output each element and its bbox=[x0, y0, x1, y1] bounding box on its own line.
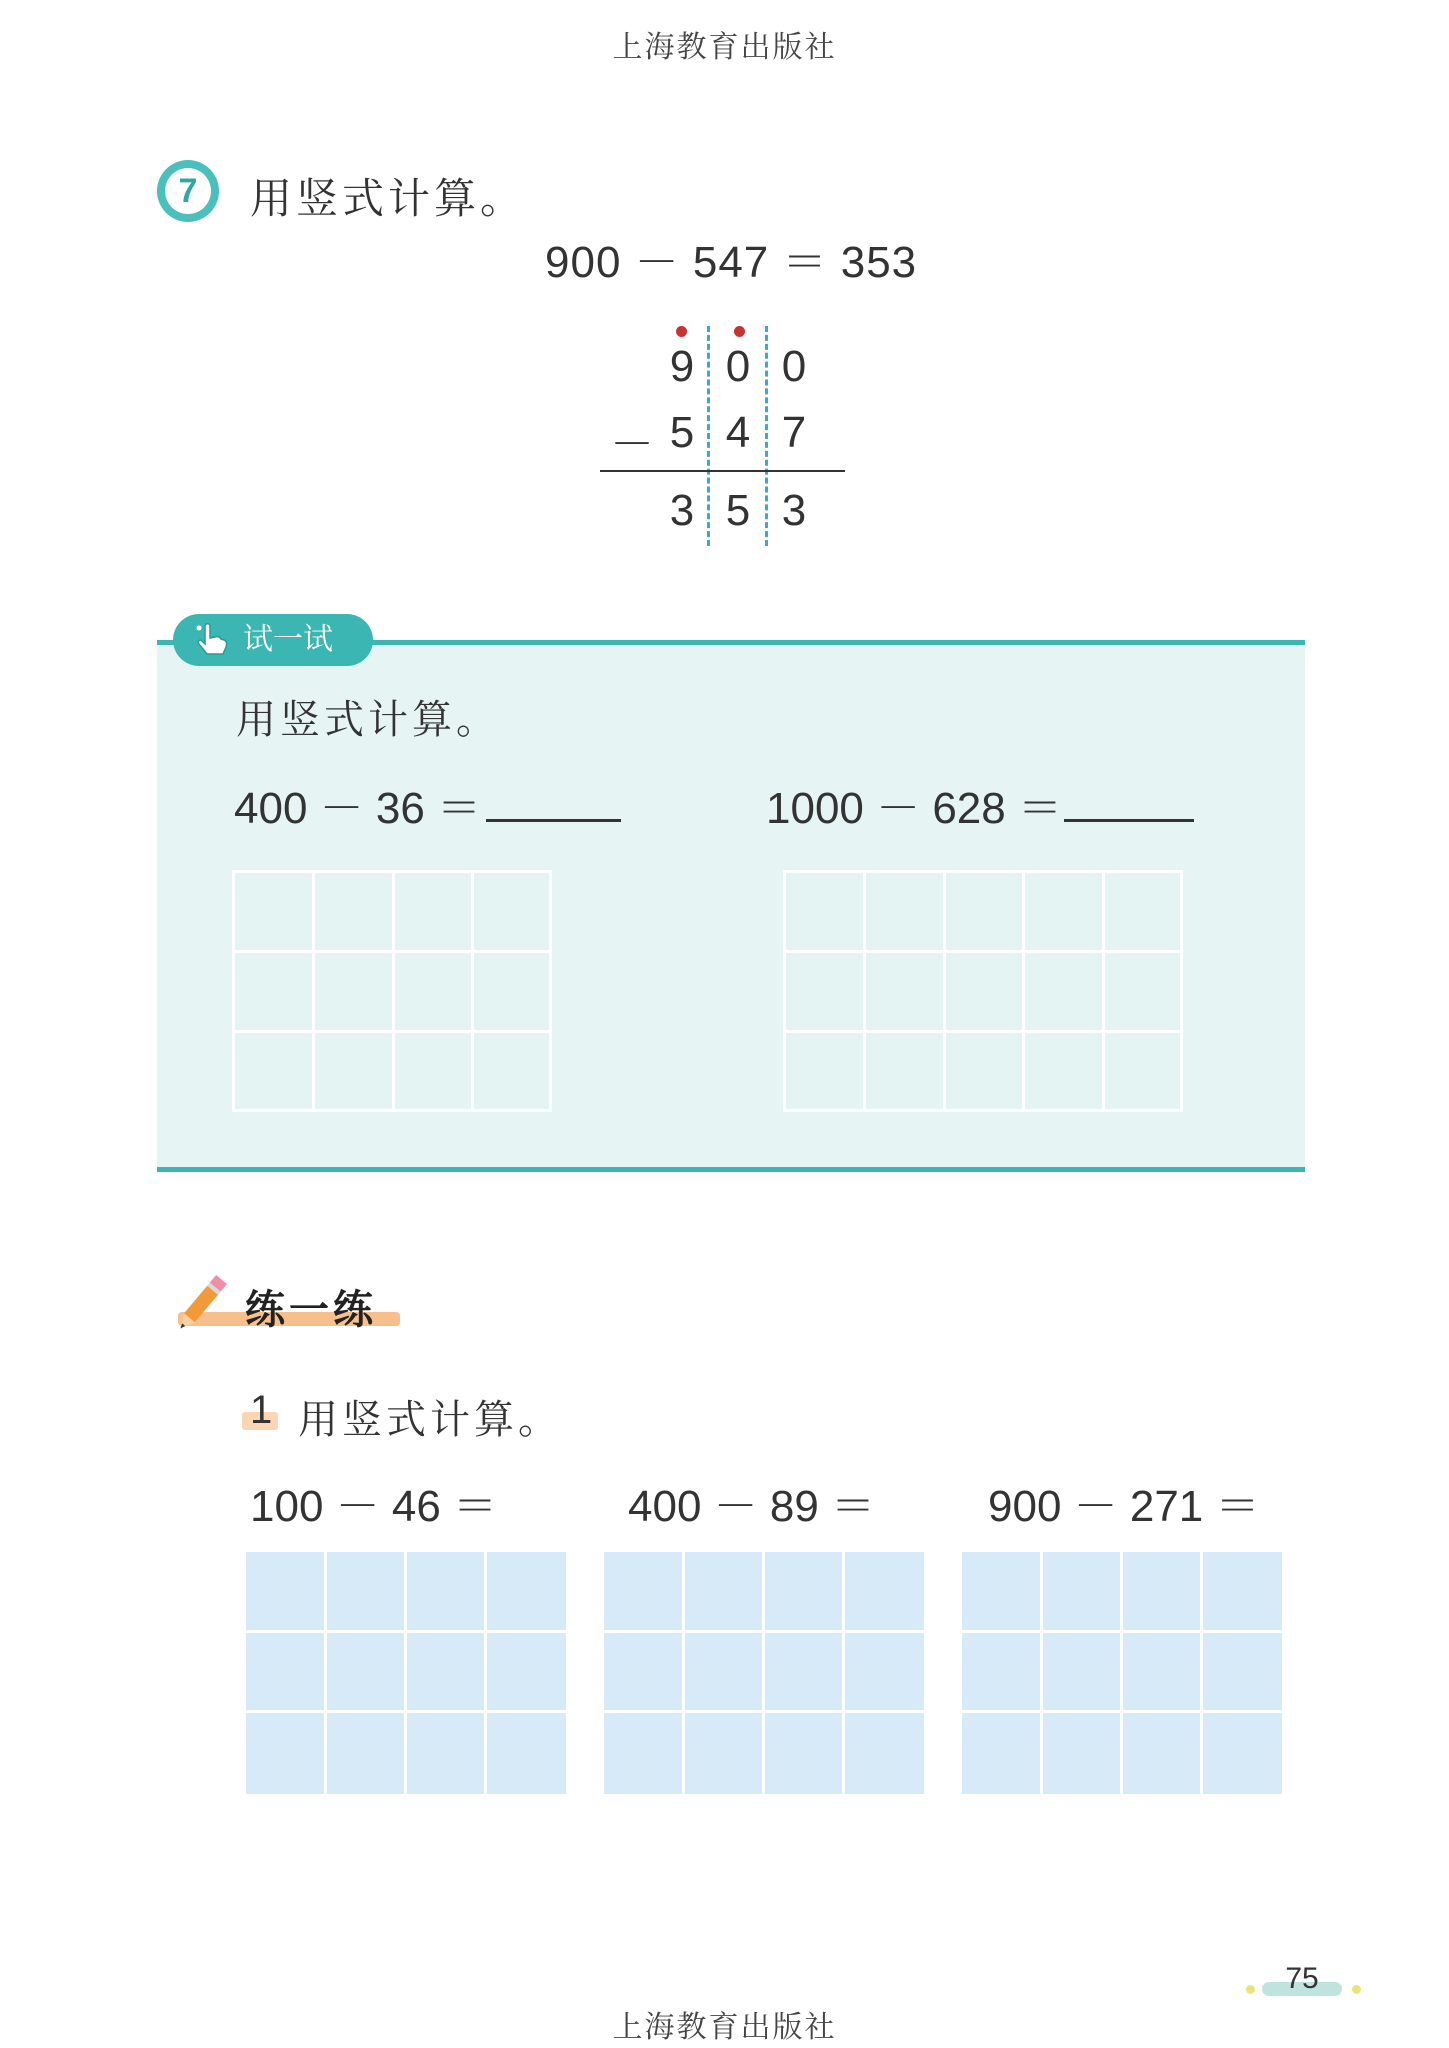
page-number: 75 bbox=[1285, 1962, 1319, 1995]
digit: 0 bbox=[725, 342, 751, 391]
answer-blank[interactable] bbox=[486, 819, 621, 822]
digit: 7 bbox=[781, 408, 807, 457]
try-grid-2[interactable] bbox=[783, 870, 1183, 1112]
digit: 0 bbox=[781, 342, 807, 391]
digit: 5 bbox=[725, 486, 751, 535]
example-number-badge bbox=[157, 160, 219, 222]
digit: 9 bbox=[669, 342, 695, 391]
practice-grid-2[interactable] bbox=[604, 1552, 924, 1794]
try-instruction: 用竖式计算。 bbox=[236, 697, 500, 743]
answer-blank[interactable] bbox=[1064, 819, 1194, 822]
publisher-footer: 上海教育出版社 bbox=[612, 2010, 837, 2045]
try-grid-1[interactable] bbox=[232, 870, 552, 1112]
borrow-dot bbox=[676, 326, 687, 337]
borrow-dot bbox=[734, 326, 745, 337]
try-tab bbox=[173, 614, 373, 666]
vertical-calculation bbox=[600, 318, 860, 548]
result-line bbox=[600, 470, 845, 472]
practice-label: 练一练 bbox=[245, 1286, 377, 1333]
digit: 3 bbox=[669, 486, 695, 535]
minus-operator: － bbox=[610, 420, 654, 469]
pencil-icon bbox=[170, 1270, 232, 1338]
example-number: 7 bbox=[165, 168, 211, 214]
item-number: 1 bbox=[250, 1388, 273, 1432]
digit: 4 bbox=[725, 408, 751, 457]
practice-problem-2: 400 － 89 ＝ bbox=[628, 1482, 876, 1531]
practice-problem-3: 900 － 271 ＝ bbox=[988, 1482, 1260, 1531]
try-problem-1: 400 － 36 ＝ bbox=[234, 784, 482, 833]
publisher-header: 上海教育出版社 bbox=[612, 30, 837, 65]
decor-dot bbox=[1352, 1985, 1361, 1994]
try-label: 试一试 bbox=[243, 622, 333, 657]
practice-grid-3[interactable] bbox=[962, 1552, 1282, 1794]
practice-instruction: 用竖式计算。 bbox=[298, 1397, 562, 1443]
example-instruction: 用竖式计算。 bbox=[250, 174, 527, 223]
column-guide bbox=[707, 326, 710, 546]
decor-dot bbox=[1246, 1985, 1255, 1994]
practice-problem-1: 100 － 46 ＝ bbox=[250, 1482, 498, 1531]
practice-grid-1[interactable] bbox=[246, 1552, 566, 1794]
digit: 5 bbox=[669, 408, 695, 457]
example-equation: 900 － 547 ＝ 353 bbox=[545, 238, 918, 287]
digit: 3 bbox=[781, 486, 807, 535]
try-problem-2: 1000 － 628 ＝ bbox=[766, 784, 1062, 833]
column-guide bbox=[765, 326, 768, 546]
hand-pointer-icon bbox=[193, 622, 231, 658]
